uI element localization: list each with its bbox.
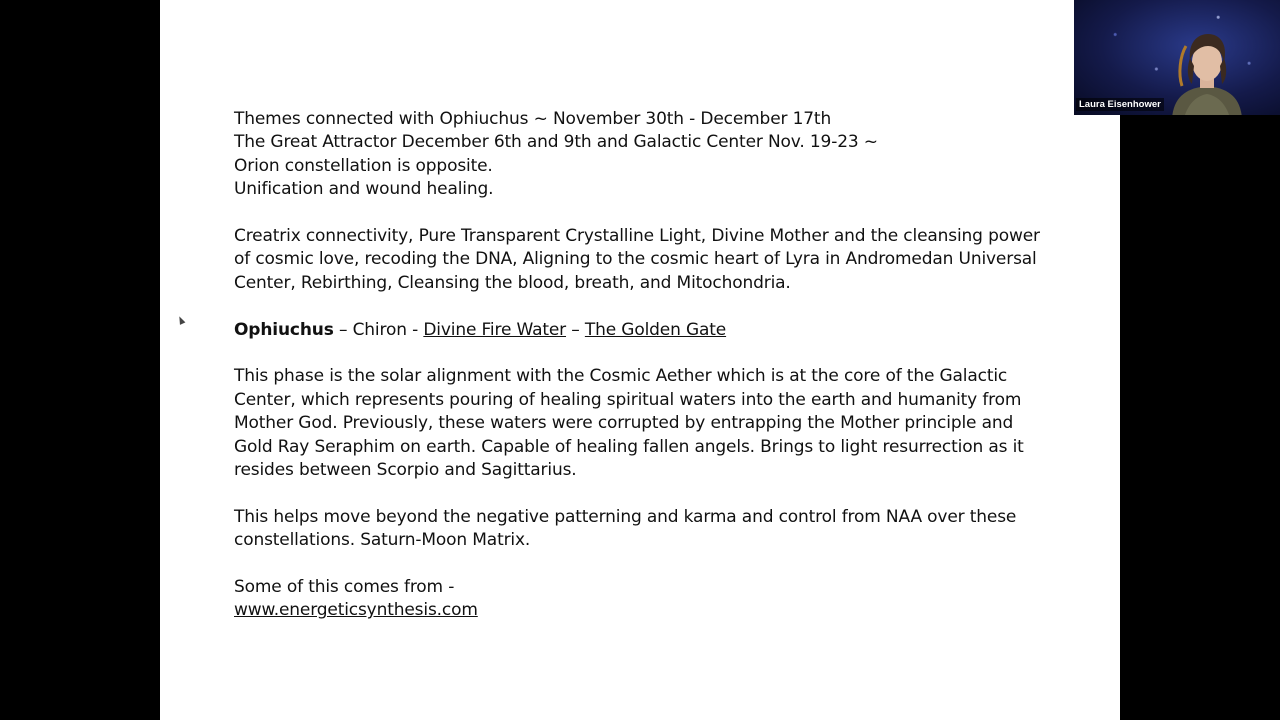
slide-paragraph-negative-patterning: This helps move beyond the negative patterning and karma and control from NAA over these constellations. Saturn-Moon Matrix. xyxy=(234,506,1017,551)
presentation-slide xyxy=(160,0,1120,720)
slide-heading-ophiuchus xyxy=(234,319,1054,342)
slide-paragraph-solar-alignment: This phase is the solar alignment with the Cosmic Aether which is at the core of the Galactic Center, which represents pouring of healing spiritual waters into the earth and humanity from Mother God. Previously, these waters were corrupted by entrapping the Mother principle and Gold Ray Seraphim on earth. Capable of healing fallen angels. Brings to light resurrection as it resides between Scorpio and Sagittarius. xyxy=(234,366,1024,481)
slide-line-4: Unification and wound healing. xyxy=(234,179,494,200)
slide-line-2: The Great Attractor December 6th and 9th and Galactic Center Nov. 19-23 ~ xyxy=(234,132,878,153)
heading-separator-chiron: – Chiron - xyxy=(333,319,424,340)
slide-text-body xyxy=(234,108,1054,623)
link-divine-fire-water[interactable]: Divine Fire Water xyxy=(423,319,567,340)
slide-source-label: Some of this comes from - xyxy=(234,577,455,598)
participant-avatar xyxy=(1162,26,1252,115)
slide-line-3: Orion constellation is opposite. xyxy=(234,155,493,176)
participant-video-tile[interactable] xyxy=(1074,0,1280,115)
slide-paragraph-creatrix: Creatrix connectivity, Pure Transparent Crystalline Light, Divine Mother and the cleansing power of cosmic love, recoding the DNA, Aligning to the cosmic heart of Lyra in Andromedan Universal Center, Rebirthing, Cleansing the blood, breath, and Mitochondria. xyxy=(234,226,1040,293)
link-golden-gate[interactable]: The Golden Gate xyxy=(584,319,727,340)
heading-ophiuchus-bold: Ophiuchus xyxy=(234,319,334,340)
participant-name-label: Laura Eisenhower xyxy=(1076,98,1164,111)
slide-source-link-row xyxy=(234,599,1054,622)
slide-line-1: Themes connected with Ophiuchus ~ November 30th - December 17th xyxy=(234,109,832,129)
link-energetic-synthesis[interactable]: www.energeticsynthesis.com xyxy=(234,600,478,621)
heading-separator-dash: – xyxy=(566,319,585,340)
